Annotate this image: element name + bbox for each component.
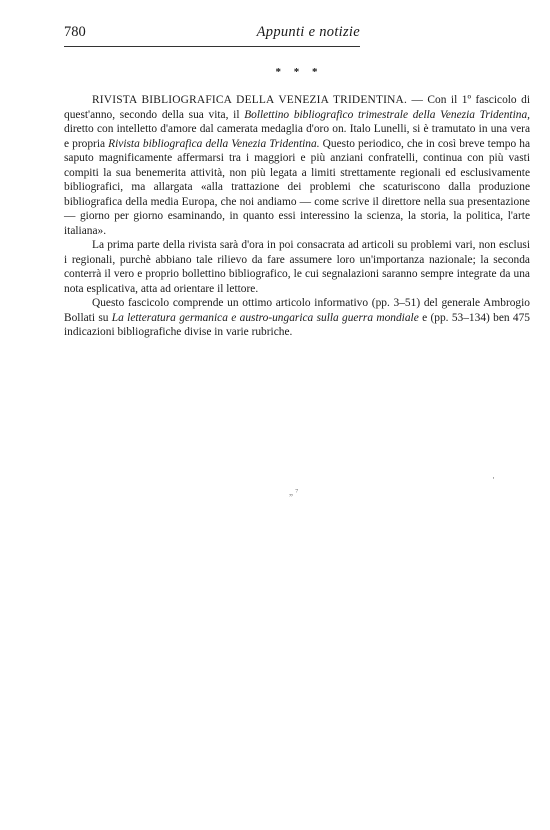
article-title: RIVISTA BIBLIOGRAFICA DELLA VENEZIA TRIDENTINA. <box>92 94 407 106</box>
stray-dot: · <box>492 473 495 483</box>
paragraph-3-text-b: e (pp. 53–134) ben 475 indicazioni bibliografiche divise in varie rubriche. <box>64 311 530 338</box>
running-title: Appunti e notizie <box>256 24 360 40</box>
paragraph-3-text-a: Questo fascicolo comprende un ottimo articolo informativo (pp. 3–51) del generale Ambrogio Bollati su <box>64 297 530 324</box>
paragraph-1-text-c: Questo periodico, che in così breve tempo ha saputo magnificamente affermarsi tra i maggiori e più anziani confratelli, continua con più vasti compiti la sua benemerita attività, non più legata a limiti strettamente regionali ed esclusivamente bibliografici, ma allargata «alla trattazione dei problemi che scaturiscono dalla produzione bibliografica della media Europa, che noi andiamo — come scrive il direttore nella sua presentazione — giorno per giorno esaminando, in quanto essi interessino la scienza, la storia, la politica, l'arte italiana». <box>64 137 531 237</box>
section-separator: * * * <box>275 66 323 78</box>
bulletin-title: Bollettino bibliografico trimestrale della Venezia Tridentina, <box>244 108 530 121</box>
paragraph-1-text-b: diretto con intelletto d'amore dal camerata medaglia d'oro on. Italo Lunelli, si è tramutato in una vera e propria <box>64 123 530 150</box>
paragraph-1-text-a: — Con il 1º fascicolo di quest'anno, secondo della sua vita, il <box>64 94 530 121</box>
print-mark: „ ⁷ <box>289 487 299 497</box>
paragraph-1 <box>64 93 530 238</box>
header-rule <box>64 46 360 47</box>
page-number: 780 <box>64 24 86 40</box>
cited-work-title: La letteratura germanica e austro-ungarica sulla guerra mondiale <box>111 311 419 324</box>
paragraph-3 <box>64 296 530 340</box>
article-body <box>64 93 530 340</box>
review-title: Rivista bibliografica della Venezia Tridentina. <box>108 137 320 150</box>
page-header <box>64 24 360 46</box>
paragraph-2: La prima parte della rivista sarà d'ora in poi consacrata ad articoli su problemi vari, non esclusi i regionali, purchè abbiano tale rilievo da fare assumere loro un'importanza nazionale; la seconda conterrà il vero e proprio bollettino bibliografico, le cui segnalazioni saranno sempre integrate da una nota esplicativa, atta ad orientare il lettore. <box>64 239 530 295</box>
